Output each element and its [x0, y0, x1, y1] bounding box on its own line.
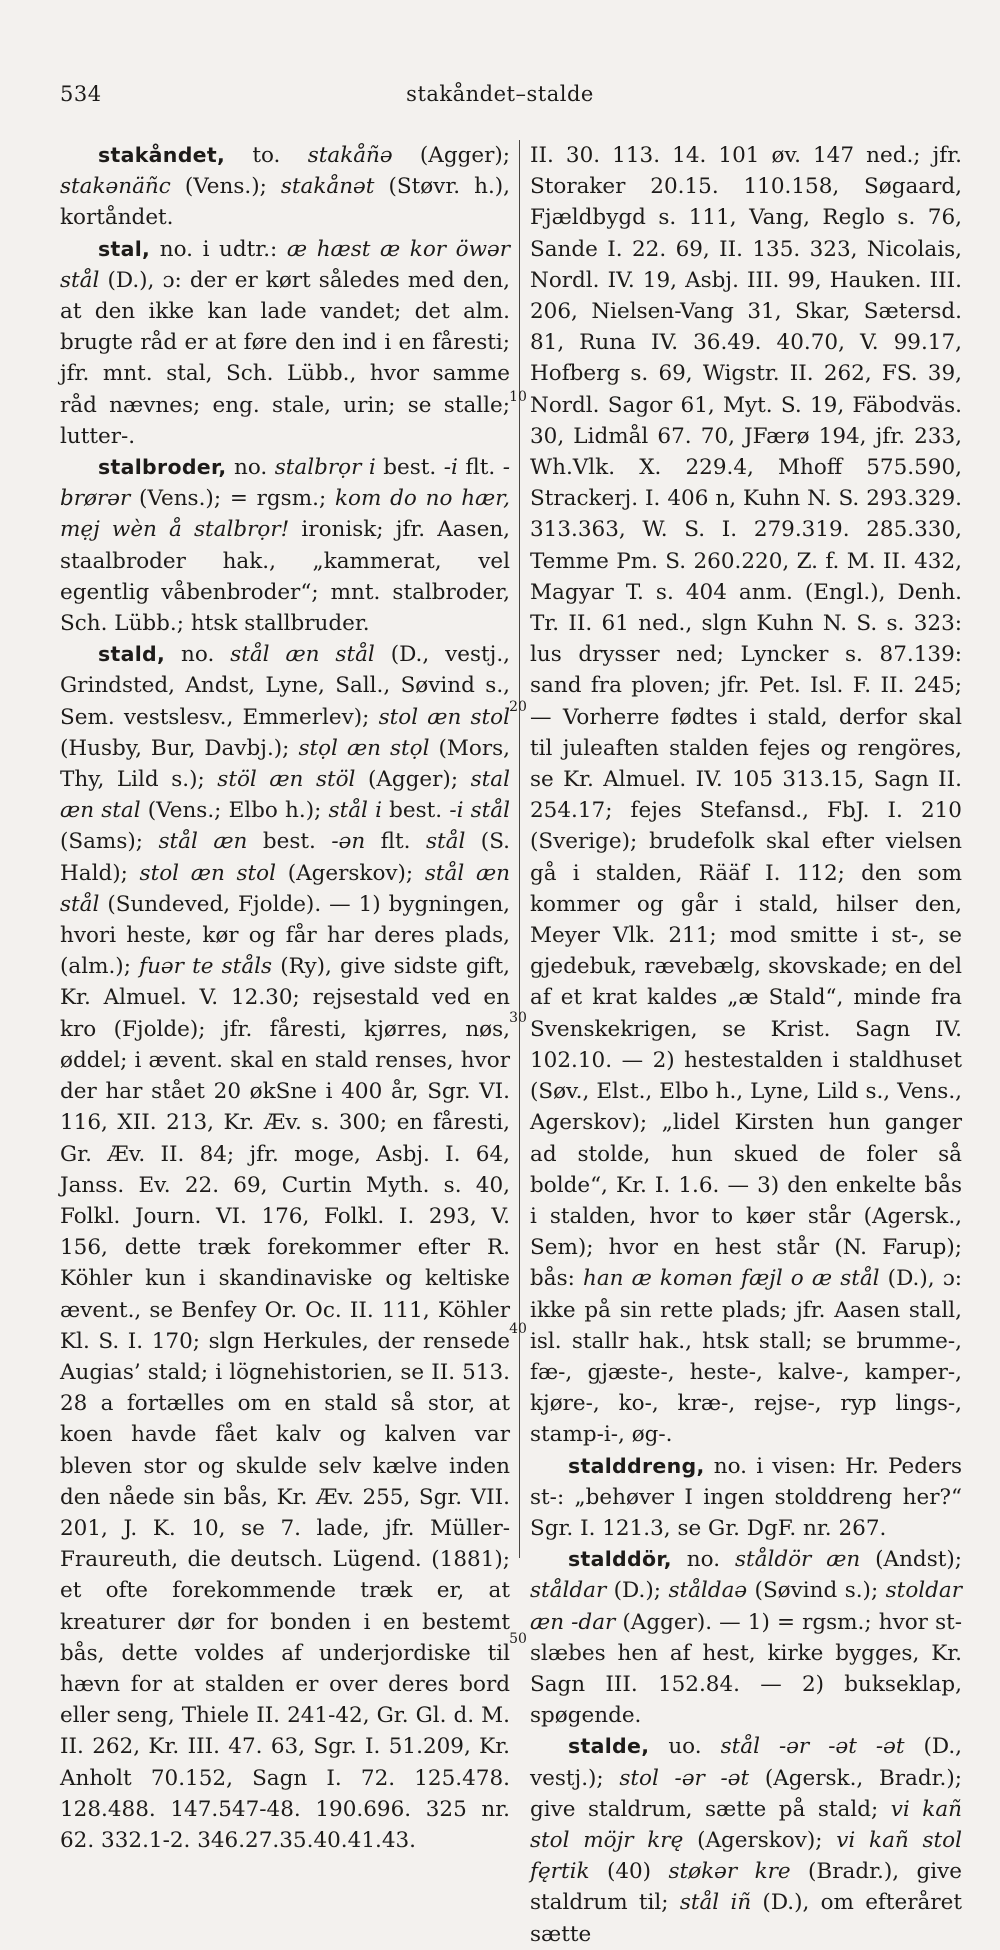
dialect-form-italic: stalbrọr i: [274, 455, 376, 481]
running-head: stakåndet–stalde: [406, 82, 594, 106]
entry-text: (Agerskov);: [276, 860, 425, 886]
dialect-form-italic: stol æn stol: [378, 704, 511, 730]
dictionary-entry: [60, 140, 510, 234]
entry-text: no.: [226, 455, 275, 481]
line-marker-50: 50: [509, 1631, 527, 1647]
entry-text: (Andst);: [860, 1547, 962, 1573]
dialect-form-italic: æ hæst æ kor öwər stål: [60, 236, 510, 293]
dialect-form-italic: stal æn stal: [60, 767, 510, 824]
dialect-form-italic: stakənäñc: [60, 174, 171, 200]
entry-headword: stald,: [98, 642, 166, 667]
entry-text: (Agerskov);: [683, 1827, 837, 1853]
dialect-form-italic: -ən: [331, 829, 366, 855]
entry-text: (Husby, Bur, Davbj.);: [60, 735, 299, 761]
dictionary-entry: [530, 1731, 962, 1949]
entry-text: (Vens.; Elbo h.);: [140, 798, 329, 824]
dialect-form-italic: -brørər: [60, 455, 511, 512]
entry-text: flt.: [457, 455, 503, 481]
entry-text: (D.), ɔ: der er kørt således med den, at den ikke kan lade vandet; det alm. brugte råd er at føre den ind i en fåresti; jfr. mnt. stal, Sch. Lübb., hvor samme råd nævnes; eng. stale, urin; se stalle; lutter-.: [60, 267, 510, 449]
entry-text: (D.);: [606, 1578, 669, 1604]
dialect-form-italic: stọl æn stọl: [298, 735, 430, 761]
dictionary-entry: [60, 452, 510, 639]
dialect-form-italic: stol -ər -ət: [619, 1765, 750, 1791]
entry-text: (D., vestj., Grindsted, Andst, Lyne, Sall., Søvind s., Sem. vestslesv., Emmerlev);: [60, 642, 511, 730]
entry-text: (40): [589, 1859, 669, 1885]
entry-text: (Agger);: [355, 767, 471, 793]
entry-text: (Sams);: [60, 829, 159, 855]
entry-text: ironisk; jfr. Aasen, staalbroder hak., „kammerat, vel egentlig våbenbroder“; mnt. stalbroder, Sch. Lübb.; htsk stallbruder.: [60, 517, 510, 637]
entry-headword: stalddör,: [568, 1547, 672, 1572]
dialect-form-italic: vi kañ stol möjr krę: [530, 1796, 962, 1853]
entry-text: (Ry), give sidste gift, Kr. Almuel. V. 12.30; rejsestald ved en kro (Fjolde); jfr. fåresti, kjørres, nøs, øddel; i ævent. skal en stald renses, hvor der har stået 20 økSne i 400 år, Sgr. VI. 116, XII. 213, Kr. Æv. s. 300; en fåresti, Gr. Æv. II. 84; jfr. moge, Asbj. I. 64, Janss. Ev. 22. 69, Curtin Myth. s. 40, Folkl. Journ. VI. 176, Folkl. I. 293, V. 156, dette træk forekommer efter R. Köhler kun i skandinaviske og keltiske ævent., se Benfey Or. Oc. II. 111, Köhler Kl. S. I. 170; slgn Herkules, der rensede Augias’ stald; i lögnehistorien, se II. 513. 28 a fortælles om en stald så stor, at koen havde fået kalv og kalven var bleven stor og skulde selv kælve inden den nåede sin bås, Kr. Æv. 255, Sgr. VII. 201, J. K. 10, se 7. lade, jfr. Müller-Fraureuth, die deutsch. Lügend. (1881); et ofte forekommende træk er, at kreaturer dør for bonden i en bestemt bås, dette voldes af underjordiske til hævn for at stalden er over deres bord eller seng, Thiele II. 241-42, Gr. Gl. d. M. II. 262, Kr. III. 47. 63, Sgr. I. 51.209, Kr. Anholt 70.152, Sagn I. 72. 125.478. 128.488. 147.547-48. 190.696. 325 nr. 62. 332.1-2. 346.27.35.40.41.43.: [60, 954, 510, 1853]
entry-text: (D.), ɔ: ikke på sin rette plads; jfr. Aasen stall, isl. stallr hak., htsk stall; se brumme-, fæ-, gjæste-, heste-, kalve-, kamper-, kjøre-, ko-, kræ-, rejse-, ryp lings-, stamp-i-, øg-.: [530, 1266, 962, 1448]
dictionary-entry: [60, 234, 510, 452]
entry-headword: stal,: [98, 236, 151, 261]
entry-headword: stalddreng,: [568, 1453, 705, 1478]
dialect-form-italic: stål iñ: [679, 1890, 752, 1916]
dialect-form-italic: støkər kre: [668, 1859, 791, 1885]
line-marker-40: 40: [509, 1321, 527, 1337]
entry-text: (D., vestj.);: [530, 1734, 962, 1791]
dialect-form-italic: stål i: [328, 798, 382, 824]
dialect-form-italic: stål æn stål: [60, 860, 510, 917]
entry-text: (Agger);: [392, 143, 510, 168]
dialect-form-italic: stål æn stål: [230, 642, 375, 668]
entry-text: II. 30. 113. 14. 101 øv. 147 ned.; jfr. Storaker 20.15. 110.158, Søgaard, Fjældbygd s. 111, Vang, Reglo s. 76, Sande I. 22. 69, II. 135. 323, Nicolais, Nordl. IV. 19, Asbj. III. 99, Hauken. III. 206, Nielsen-Vang 31, Skar, Sætersd. 81, Runa IV. 36.49. 40.70, V. 99.17, Hofberg s. 69, Wigstr. II. 262, FS. 39, Nordl. Sagor 61, Myt. S. 19, Fäbodväs. 30, Lidmål 67. 70, JFærø 194, jfr. 233, Wh.Vlk. X. 229.4, Mhoff 575.590, Strackerj. I. 406 n, Kuhn N. S. 293.329. 313.363, W. S. I. 279.319. 285.330, Temme Pm. S. 260.220, Z. f. M. II. 432, Magyar T. s. 404 anm. (Engl.), Denh. Tr. II. 61 ned., slgn Kuhn N. S. s. 323: lus drysser ned; Lyncker s. 87.139: sand fra ploven; jfr. Pet. Isl. F. II. 245; — Vorherre fødtes i stald, derfor skal til juleaften stalden fejes og rengöres, se Kr. Almuel. IV. 105 313.15, Sagn II. 254.17; fejes Stefansd., FbJ. I. 210 (Sverige); brudefolk skal efter vielsen gå i stalden, Rääf I. 112; den som kommer og går i stald, hilser den, Meyer Vlk. 211; mod smitte i st-, se gjedebuk, rævebælg, skovskade; en del af et krat kaldes „æ Stald“, minde fra Svenskekrigen, se Krist. Sagn IV. 102.10. — 2) hestestalden i staldhuset (Søv., Elst., Elbo h., Lyne, Lild s., Vens., Agerskov); „lidel Kirsten hun ganger ad stolde, hun skued de foler så bolde“, Kr. I. 1.6. — 3) den enkelte bås i stalden, hvor to køer står (Agersk., Sem); hvor en hest står (N. Farup); bås:: [530, 143, 962, 1292]
entry-text: (Bradr.), give staldrum til;: [530, 1859, 962, 1916]
entry-text: no.: [165, 642, 231, 668]
entry-headword: stakåndet,: [98, 143, 226, 167]
entry-text: (Vens.); = rgsm.;: [130, 486, 335, 512]
dictionary-entry: [60, 639, 510, 1856]
entry-headword: stalbroder,: [98, 455, 227, 480]
dialect-form-italic: stoldar æn -dar: [530, 1578, 962, 1635]
entry-text: flt.: [365, 829, 426, 855]
entry-text: (S. Hald);: [60, 829, 510, 886]
dialect-form-italic: fuər te ståls: [139, 954, 273, 980]
right-column: [530, 140, 962, 1950]
page-number: 534: [60, 82, 102, 106]
entry-text: (Agger). — 1) = rgsm.; hvor st- slæbes hen af hest, kirke bygges, Kr. Sagn III. 152.84. — 2) bukseklap, spøgende.: [530, 1609, 963, 1729]
entry-text: uo.: [649, 1734, 721, 1760]
dialect-form-italic: stål æn: [158, 829, 248, 855]
entry-headword: stalde,: [568, 1734, 650, 1759]
dialect-form-italic: vi kañ stol fęrtik: [530, 1827, 962, 1885]
dialect-form-italic: stol æn stol: [139, 860, 276, 886]
entry-text: no. i udtr.:: [150, 236, 287, 262]
entry-text: (D.), om efteråret sætte: [530, 1890, 962, 1947]
left-column: [60, 140, 510, 1856]
entry-text: best.: [247, 829, 332, 855]
dialect-form-italic: stöl æn stöl: [217, 767, 356, 793]
dialect-form-italic: kom do no hær, mẹj wèn å stalbrọr!: [60, 486, 511, 543]
entry-text: best.: [381, 798, 450, 824]
line-marker-20: 20: [509, 699, 527, 715]
entry-text: to.: [225, 143, 308, 168]
entry-text: best.: [375, 455, 444, 481]
dictionary-entry: [530, 1451, 962, 1545]
dialect-form-italic: stakåñə: [307, 143, 393, 168]
entry-text: (Mors, Thy, Lild s.);: [60, 735, 511, 793]
dialect-form-italic: ståldar: [530, 1578, 607, 1604]
dialect-form-italic: ståldaə: [668, 1578, 748, 1604]
entry-text: (Agersk., Bradr.); give staldrum, sætte på stald;: [530, 1765, 962, 1822]
line-marker-30: 30: [509, 1010, 527, 1026]
dialect-form-italic: stål: [425, 829, 466, 855]
entry-text: (Vens.);: [170, 174, 281, 200]
entry-text: (Støvr. h.), kortåndet.: [60, 174, 510, 231]
dialect-form-italic: han æ komən fæjl o æ stål: [582, 1266, 880, 1292]
column-rule: [519, 140, 520, 1558]
dictionary-entry: [530, 1544, 962, 1731]
entry-text: no. i visen: Hr. Peders st-: „behøver I ingen stolddreng her?“ Sgr. I. 121.3, se Gr. DgF. nr. 267.: [530, 1453, 962, 1541]
entry-text: no.: [671, 1547, 735, 1573]
entry-text: (Søvind s.);: [747, 1578, 886, 1604]
dialect-form-italic: stål -ər -ət -ət: [720, 1734, 905, 1760]
dialect-form-italic: ståldör æn: [734, 1547, 861, 1573]
dialect-form-italic: stakånət: [280, 174, 375, 200]
entry-text: (Sundeved, Fjolde). — 1) bygningen, hvori heste, kør og får har deres plads, (alm.);: [60, 891, 510, 980]
dialect-form-italic: -i stål: [449, 798, 510, 824]
dictionary-entry: [530, 140, 962, 1451]
dialect-form-italic: -i: [443, 455, 458, 481]
line-marker-10: 10: [509, 389, 527, 405]
